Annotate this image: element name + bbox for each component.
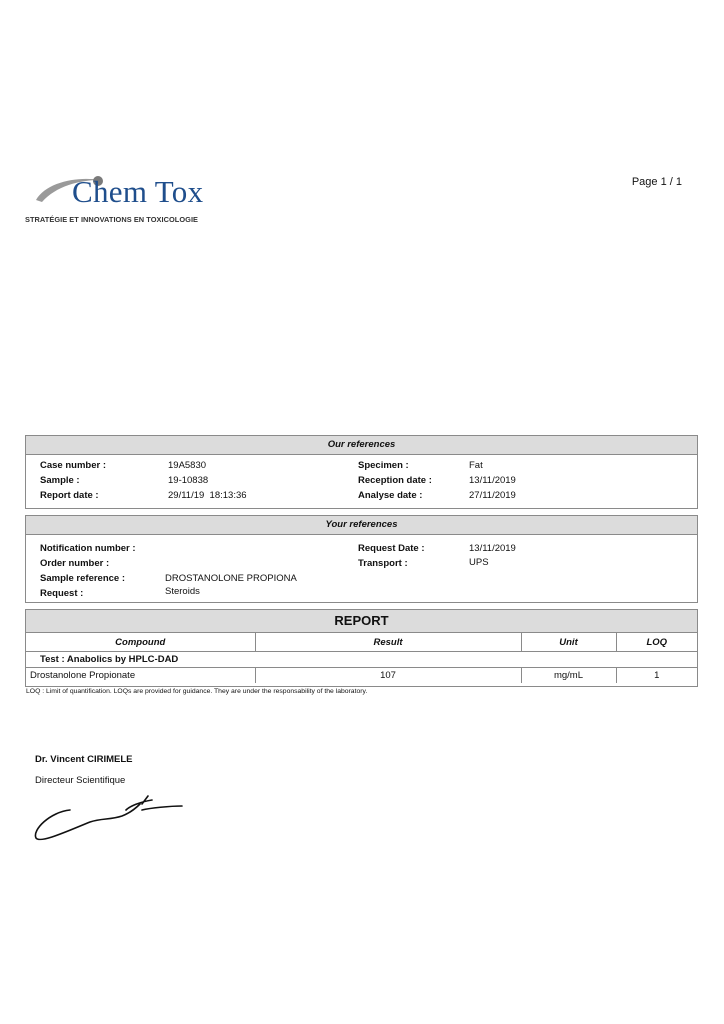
our-references-box [25,435,698,509]
compound-header: Compound [26,633,255,652]
table-row [26,668,697,684]
case-number-value: 19A5830 [168,460,207,471]
reception-date-label: Reception date : [358,475,432,486]
compound-cell: Drostanolone Propionate [26,668,255,684]
request-label: Request : [40,588,84,599]
transport-value: UPS [469,557,489,568]
reception-date-value: 13/11/2019 [469,475,516,486]
handwritten-signature [30,790,190,845]
report-date-value: 29/11/19 18:13:36 [168,490,247,501]
result-cell: 107 [255,668,521,684]
loq-cell: 1 [654,670,660,681]
report-date-label: Report date : [40,490,99,501]
request-value: Steroids [165,586,200,597]
results-table [26,633,697,683]
analyse-date-value: 27/11/2019 [469,490,516,501]
unit-header: Unit [521,633,616,652]
sample-reference-label: Sample reference : [40,573,126,584]
order-number-label: Order number : [40,558,110,569]
sample-value: 19-10838 [168,475,209,486]
result-header: Result [255,633,521,652]
our-references-title: Our references [26,436,697,455]
your-references-box [25,515,698,603]
test-row [26,652,697,668]
sample-label: Sample : [40,475,80,486]
your-references-title: Your references [26,516,697,535]
chemtox-logo [25,172,228,230]
signatory-title: Directeur Scientifique [35,775,126,786]
request-date-label: Request Date : [358,543,425,554]
unit-cell: mg/mL [521,668,616,684]
loq-header: LOQ [616,633,697,652]
transport-label: Transport : [358,558,408,569]
page-indicator: Page 1 / 1 [631,176,682,188]
loq-note: LOQ : Limit of quantification. LOQs are provided for guidance. They are under the responsability of the laboratory. [26,688,368,695]
sample-reference-value: DROSTANOLONE PROPIONA [165,573,297,584]
logo-tagline: STRATÉGIE ET INNOVATIONS EN TOXICOLOGIE [25,215,199,224]
specimen-label: Specimen : [358,460,409,471]
logo-name: Chem Tox [72,174,204,209]
report-title: REPORT [26,610,697,633]
test-label: Test : Anabolics by HPLC-DAD [26,652,697,668]
specimen-value: Fat [469,460,483,471]
request-date-value: 13/11/2019 [469,543,516,554]
notification-number-label: Notification number : [40,543,136,554]
case-number-label: Case number : [40,460,106,471]
signatory-name: Dr. Vincent CIRIMELE [35,754,133,765]
analyse-date-label: Analyse date : [358,490,423,501]
results-header-row [26,633,697,652]
report-box [25,609,698,687]
